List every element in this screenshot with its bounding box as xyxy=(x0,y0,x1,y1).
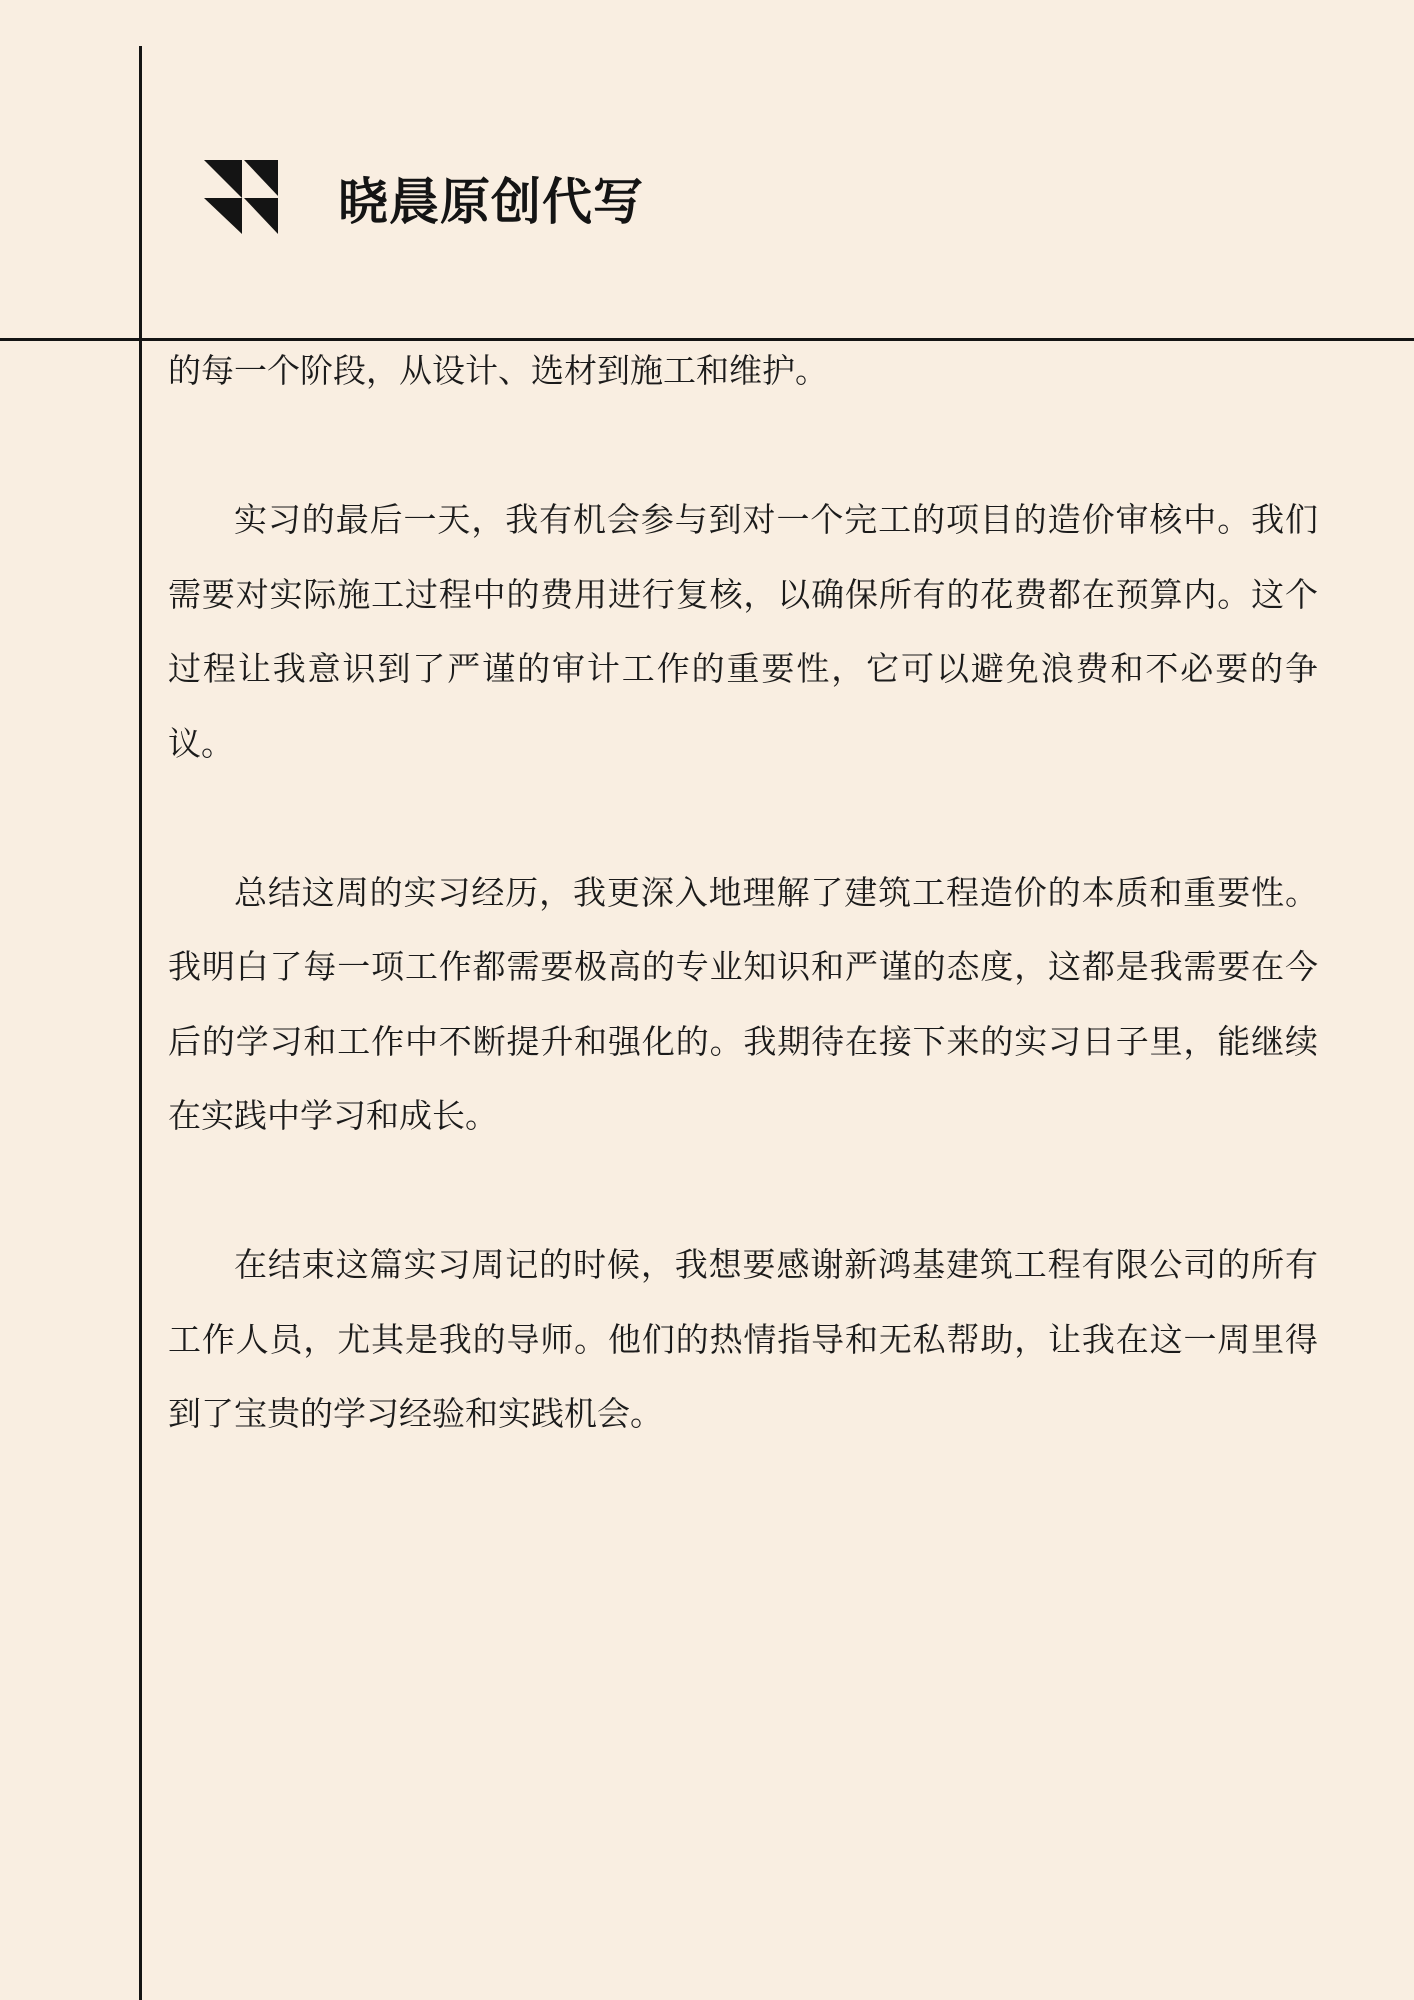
paragraph-thanks: 在结束这篇实习周记的时候，我想要感谢新鸿基建筑工程有限公司的所有工作人员，尤其是我的导师。他们的热情指导和无私帮助，让我在这一周里得到了宝贵的学习经验和实践机会。 xyxy=(168,1245,1318,1433)
paragraph-last-day: 实习的最后一天，我有机会参与到对一个完工的项目的造价审核中。我们需要对实际施工过程中的费用进行复核，以确保所有的花费都在预算内。这个过程让我意识到了严谨的审计工作的重要性，它可以避免浪费和不必要的争议。 xyxy=(168,500,1318,763)
paragraph-continuation: 的每一个阶段，从设计、选材到施工和维护。 xyxy=(168,351,828,390)
paragraph-summary: 总结这周的实习经历，我更深入地理解了建筑工程造价的本质和重要性。我明白了每一项工作都需要极高的专业知识和严谨的态度，这都是我需要在今后的学习和工作中不断提升和强化的。我期待在接下来的实习日子里，能继续在实践中学习和成长。 xyxy=(168,872,1318,1135)
brand-title: 晓晨原创代写 xyxy=(338,173,644,231)
document-body xyxy=(168,334,1318,1452)
triangle-logo-icon xyxy=(204,160,278,234)
